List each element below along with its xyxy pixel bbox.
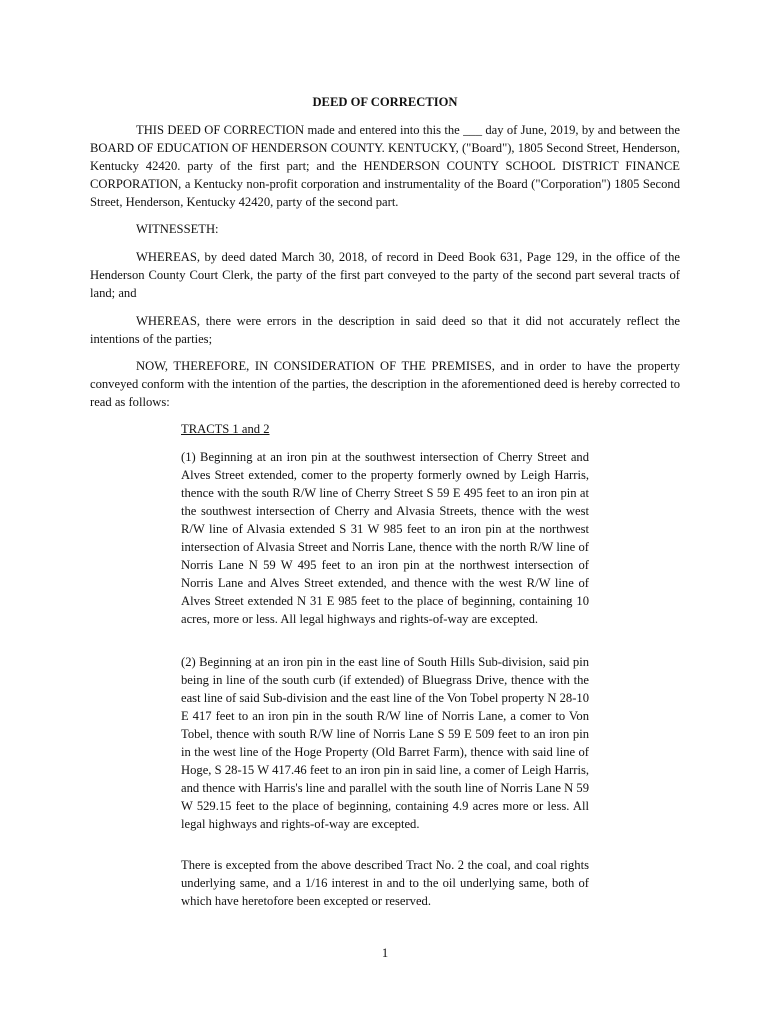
tracts-heading: TRACTS 1 and 2 bbox=[181, 422, 270, 436]
whereas-paragraph-2: WHEREAS, there were errors in the description in said deed so that it did not accurately reflect the intentions of the parties; bbox=[90, 314, 680, 346]
page-number: 1 bbox=[381, 946, 389, 960]
whereas-paragraph-1: WHEREAS, by deed dated March 30, 2018, of record in Deed Book 631, Page 129, in the office of the Henderson County Court Clerk, the party of the first part conveyed to the party of the second part several tracts of land; and bbox=[90, 250, 680, 300]
now-therefore-paragraph: NOW, THEREFORE, IN CONSIDERATION OF THE PREMISES, and in order to have the property conveyed conform with the intention of the parties, the description in the aforementioned deed is hereby corrected to read as follows: bbox=[90, 359, 680, 409]
witnesseth-heading: WITNESSETH: bbox=[136, 222, 219, 236]
tract-2-description: (2) Beginning at an iron pin in the east line of South Hills Sub-division, said pin being in line of the south curb (if extended) of Bluegrass Drive, thence with the east line of said Sub-division and the east line of the Von Tobel property N 28-10 E 417 feet to an iron pin in the south R/W line of Norris Lane, a comer to Von Tobel, thence with south R/W line of Norris Lane S 59 E 509 feet to an iron pin in the west line of the Hoge Property (Old Barret Farm), thence with said line of Hoge, S 28-15 W 417.46 feet to an iron pin in said line, a comer of Leigh Harris, and thence with Harris's line and parallel with the south line of Norris Lane N 59 W 529.15 feet to the place of beginning, containing 4.9 acres more or less. All legal highways and rights-of-way are excepted. bbox=[181, 655, 589, 831]
intro-paragraph: THIS DEED OF CORRECTION made and entered into this the ___ day of June, 2019, by and between the BOARD OF EDUCATION OF HENDERSON COUNTY. KENTUCKY, ("Board"), 1805 Second Street, Henderson, Kentucky 42420. party of the first part; and the HENDERSON COUNTY SCHOOL DISTRICT FINANCE CORPORATION, a Kentucky non-profit corporation and instrumentality of the Board ("Corporation") 1805 Second Street, Henderson, Kentucky 42420, party of the second part. bbox=[90, 123, 680, 209]
tract-1-description: (1) Beginning at an iron pin at the southwest intersection of Cherry Street and Alves Street extended, comer to the property formerly owned by Leigh Harris, thence with the south R/W line of Cherry Street S 59 E 495 feet to an iron pin at the southwest intersection of Cherry and Alvasia Streets, thence with the west R/W line of Alvasia extended S 31 W 985 feet to an iron pin at the northwest intersection of Alvasia Street and Norris Lane, thence with the north R/W line of Norris Lane N 59 W 495 feet to an iron pin at the northwest intersection of Norris Lane and Alves Street extended, and thence with the west R/W line of Alves Street extended N 31 E 985 feet to the place of beginning, containing 10 acres, more or less. All legal highways and rights-of-way are excepted. bbox=[181, 450, 589, 626]
tract-exception-paragraph: There is excepted from the above described Tract No. 2 the coal, and coal rights underlying same, and a 1/16 interest in and to the oil underlying same, both of which have heretofore been excepted or reserved. bbox=[181, 858, 589, 908]
document-title: DEED OF CORRECTION bbox=[312, 95, 458, 109]
